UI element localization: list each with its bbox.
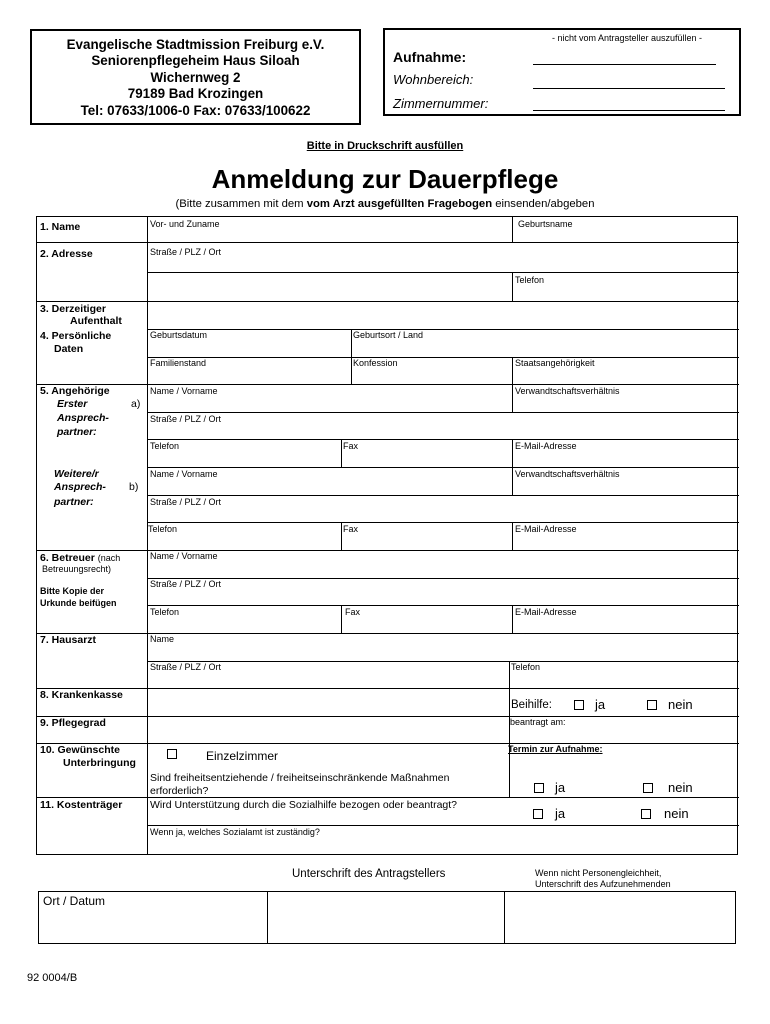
field-relative-a-fax[interactable]: Fax: [343, 441, 359, 451]
row-line: [147, 412, 739, 413]
beihilfe-no-label: nein: [668, 697, 693, 712]
section-doctor-label: 7. Hausarzt: [40, 634, 97, 646]
field-relative-a-email[interactable]: E-Mail-Adresse: [515, 441, 577, 451]
row-line: [37, 301, 739, 302]
col-line: [341, 605, 342, 633]
restraint-question-2: erforderlich?: [150, 785, 209, 797]
further-contact-marker: b): [129, 481, 139, 493]
first-contact-label: Erster: [57, 398, 88, 410]
col-line: [512, 522, 513, 550]
form-title: Anmeldung zur Dauerpflege: [211, 164, 559, 194]
further-contact-label: Weitere/r: [54, 468, 99, 480]
row-line: [37, 688, 739, 689]
welfare-no-label: nein: [664, 806, 689, 821]
section-personal-label-2: Daten: [54, 343, 84, 355]
instruction-bold: vom Arzt ausgefüllten Fragebogen: [306, 198, 493, 210]
field-relative-b-relation[interactable]: Verwandtschaftsverhältnis: [515, 469, 620, 479]
instruction-pre: (Bitte zusammen mit dem: [175, 198, 307, 210]
field-relative-b-name[interactable]: Name / Vorname: [150, 469, 218, 479]
section-insurance-label: 8. Krankenkasse: [40, 689, 123, 701]
col-line: [512, 357, 513, 384]
restraint-no-checkbox[interactable]: [643, 783, 653, 793]
office-note: - nicht vom Antragsteller auszufüllen -: [551, 33, 703, 43]
welfare-yes-checkbox[interactable]: [533, 809, 543, 819]
row-line: [147, 272, 739, 273]
section-payer-label: 11. Kostenträger: [40, 799, 123, 811]
field-birth-name[interactable]: Geburtsname: [518, 219, 573, 229]
aufnahme-label: Aufnahme:: [393, 49, 467, 65]
office-use-box: [383, 28, 741, 116]
field-applied-date[interactable]: beantragt am:: [510, 717, 566, 727]
restraint-no-label: nein: [668, 780, 693, 795]
field-marital-status[interactable]: Familienstand: [150, 358, 207, 368]
first-contact-label-2: Ansprech-: [57, 412, 109, 424]
row-line: [37, 550, 739, 551]
section-address-label: 2. Adresse: [40, 248, 93, 260]
field-doctor-name[interactable]: Name: [150, 634, 175, 644]
field-welfare-office[interactable]: Wenn ja, welches Sozialamt ist zuständig?: [150, 827, 320, 837]
address-line-5: Tel: 07633/1006-0 Fax: 07633/100622: [80, 102, 311, 118]
field-religion[interactable]: Konfession: [353, 358, 398, 368]
row-line: [147, 605, 739, 606]
section-name-label: 1. Name: [40, 221, 81, 233]
field-guardian-email[interactable]: E-Mail-Adresse: [515, 607, 577, 617]
col-line: [351, 329, 352, 384]
address-line-2: Seniorenpflegeheim Haus Siloah: [91, 53, 300, 69]
col-line: [512, 384, 513, 412]
col-line: [512, 467, 513, 495]
section-care-level-label: 9. Pflegegrad: [40, 717, 106, 729]
row-line: [37, 743, 739, 744]
field-birth-date[interactable]: Geburtsdatum: [150, 330, 208, 340]
field-street[interactable]: Straße / PLZ / Ort: [150, 247, 222, 257]
further-contact-label-2: Ansprech-: [54, 481, 106, 493]
guardian-law-label: Betreuungsrecht): [42, 564, 112, 574]
field-phone[interactable]: Telefon: [515, 275, 545, 285]
field-guardian-name[interactable]: Name / Vorname: [150, 551, 218, 561]
field-relative-a-name[interactable]: Name / Vorname: [150, 386, 218, 396]
restraint-question: Sind freiheitsentziehende / freiheitseinschränkende Maßnahmen: [150, 772, 450, 784]
restraint-yes-label: ja: [555, 780, 566, 795]
row-line: [147, 825, 739, 826]
applicant-signature-label: Unterschrift des Antragstellers: [292, 868, 446, 880]
wohnbereich-line[interactable]: [533, 88, 725, 89]
field-admission-date[interactable]: Termin zur Aufnahme:: [508, 744, 603, 754]
col-line: [341, 522, 342, 550]
single-room-checkbox[interactable]: [167, 749, 177, 759]
section-residence-label: 3. Derzeitiger: [40, 303, 106, 315]
form-instruction: [0, 198, 770, 210]
field-relative-b-street[interactable]: Straße / PLZ / Ort: [150, 497, 222, 507]
address-line-4: 79189 Bad Krozingen: [127, 86, 264, 102]
form-table: [36, 216, 738, 855]
restraint-yes-checkbox[interactable]: [534, 783, 544, 793]
row-line: [147, 439, 739, 440]
welfare-yes-label: ja: [555, 806, 566, 821]
section-residence-label-2: Aufenthalt: [70, 315, 122, 327]
first-contact-label-3: partner:: [57, 426, 97, 438]
instruction-post: einsenden/abgeben: [492, 198, 595, 210]
resident-signature-note: Wenn nicht Personengleichheit,: [535, 868, 662, 878]
form-number: 92 0004/B: [27, 972, 78, 984]
col-line: [512, 605, 513, 633]
col-line: [341, 439, 342, 467]
address-line-3: Wichernweg 2: [150, 69, 241, 85]
row-line: [147, 661, 739, 662]
address-line-1: Evangelische Stadtmission Freiburg e.V.: [66, 36, 325, 52]
beihilfe-no-checkbox[interactable]: [647, 700, 657, 710]
further-contact-label-3: partner:: [54, 496, 94, 508]
field-relative-a-phone[interactable]: Telefon: [150, 441, 180, 451]
row-line: [147, 495, 739, 496]
field-birth-place[interactable]: Geburtsort / Land: [353, 330, 424, 340]
field-relative-a-relation[interactable]: Verwandtschaftsverhältnis: [515, 386, 620, 396]
row-line: [37, 716, 739, 717]
first-contact-marker: a): [131, 398, 141, 410]
field-doctor-street[interactable]: Straße / PLZ / Ort: [150, 662, 222, 672]
wohnbereich-label: Wohnbereich:: [393, 72, 474, 87]
field-guardian-fax[interactable]: Fax: [345, 607, 361, 617]
section-personal-label: 4. Persönliche: [40, 330, 112, 342]
col-line: [509, 661, 510, 797]
welfare-question: Wird Unterstützung durch die Sozialhilfe bezogen oder beantragt?: [150, 799, 458, 811]
field-relative-a-street[interactable]: Straße / PLZ / Ort: [150, 414, 222, 424]
beihilfe-yes-checkbox[interactable]: [574, 700, 584, 710]
col-line: [512, 272, 513, 301]
guardian-copy-note-2: Urkunde beifügen: [40, 598, 117, 608]
row-line: [147, 357, 739, 358]
single-room-label: Einzelzimmer: [206, 749, 279, 763]
place-date-field[interactable]: Ort / Datum: [43, 894, 106, 908]
row-line: [147, 329, 739, 330]
field-relative-b-phone[interactable]: Telefon: [148, 524, 178, 534]
resident-signature-note-2: Unterschrift des Aufzunehmenden: [535, 879, 671, 889]
welfare-no-checkbox[interactable]: [641, 809, 651, 819]
row-line: [147, 467, 739, 468]
field-guardian-street[interactable]: Straße / PLZ / Ort: [150, 579, 222, 589]
field-guardian-phone[interactable]: Telefon: [150, 607, 180, 617]
field-relative-b-fax[interactable]: Fax: [343, 524, 359, 534]
signature-divider: [504, 892, 505, 943]
beihilfe-yes-label: ja: [595, 697, 606, 712]
label-column-divider: [147, 217, 148, 855]
signature-box: [38, 891, 736, 944]
col-line: [512, 217, 513, 242]
resident-signature-field[interactable]: [506, 892, 735, 943]
guardian-label-text: 6. Betreuer: [40, 552, 95, 564]
row-line: [37, 633, 739, 634]
print-instruction: Bitte in Druckschrift ausfüllen: [306, 140, 464, 152]
field-doctor-phone[interactable]: Telefon: [511, 662, 541, 672]
guardian-copy-note: Bitte Kopie der: [40, 586, 105, 596]
zimmernummer-line[interactable]: [533, 110, 725, 111]
row-line: [147, 578, 739, 579]
signature-divider: [267, 892, 268, 943]
applicant-signature-field[interactable]: [269, 892, 503, 943]
address-box: [30, 29, 361, 125]
zimmernummer-label: Zimmernummer:: [393, 96, 489, 111]
row-line: [37, 797, 739, 798]
field-full-name[interactable]: Vor- und Zuname: [150, 219, 220, 229]
row-line: [37, 384, 739, 385]
section-accommodation-label: 10. Gewünschte: [40, 744, 120, 756]
guardian-label-note: (nach: [97, 553, 121, 563]
row-line: [147, 522, 739, 523]
section-relatives-label: 5. Angehörige: [40, 385, 110, 397]
field-nationality[interactable]: Staatsangehörigkeit: [515, 358, 595, 368]
section-accommodation-label-2: Unterbringung: [63, 757, 136, 769]
field-relative-b-email[interactable]: E-Mail-Adresse: [515, 524, 577, 534]
row-line: [37, 242, 739, 243]
beihilfe-label: Beihilfe:: [511, 699, 552, 711]
col-line: [512, 439, 513, 467]
aufnahme-line[interactable]: [533, 64, 716, 65]
